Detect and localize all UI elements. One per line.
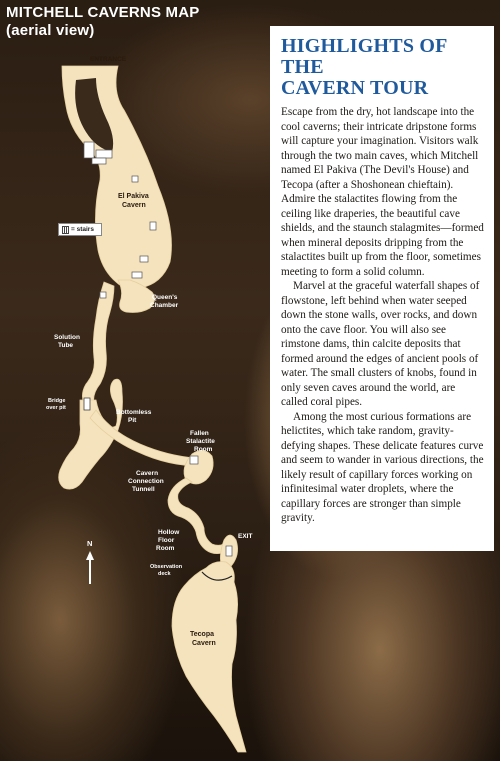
map-legend: [58, 223, 102, 236]
stairs-icon: [132, 176, 138, 182]
label-bridge-1: Bridge: [48, 398, 66, 404]
label-hollow-1: Hollow: [158, 529, 180, 536]
solution-tube-shape: [82, 282, 114, 404]
tecopa-cavern-shape: [172, 562, 246, 752]
panel-heading-line-2: CAVERN TOUR: [281, 77, 429, 99]
legend-stairs-label: = stairs: [71, 226, 94, 233]
stairs-icon: [100, 292, 106, 298]
label-solution-2: Tube: [58, 342, 74, 349]
panel-heading: [281, 36, 484, 99]
bridge-marker: [84, 398, 90, 410]
label-hollow-3: Room: [156, 545, 175, 552]
label-bottomless-1: Bottomless: [116, 409, 152, 416]
label-bridge-2: over pit: [46, 405, 66, 411]
panel-paragraph-1: Escape from the dry, hot landscape into the cool caverns; their intricate dripstone forms will capture your imagination. Visitors walk through the two main caves, which Mitchell named El Pakiva (The Devil's House) and Tecopa (after a Shoshonean chieftain). Admire the stalactites flowing from the ceiling like draperies, the beautiful cave shields, and the staunch stalagmites—formed when mineral deposits dripping from the stalactites built up from the floor, sometimes meeting to form a solid column.: [281, 106, 484, 278]
label-connection-1: Cavern: [136, 470, 159, 477]
label-queens-2: Chamber: [150, 302, 179, 309]
label-tecopa-2: Cavern: [192, 640, 216, 647]
label-observation-2: deck: [158, 571, 171, 577]
stairs-icon: [190, 456, 198, 464]
stairs-icon: [84, 142, 94, 158]
fallen-stalactite-room-shape: [184, 450, 213, 484]
label-bottomless-2: Pit: [128, 417, 137, 424]
label-queens-1: Queen's: [152, 294, 178, 301]
label-hollow-2: Floor: [158, 537, 175, 544]
panel-paragraph-3: Among the most curious formations are helictites, which take random, gravity-defying shapes. These delicate features curve and seem to wander in various directions, the likely result of capillary forces working on infinitesimal water droplets, where the capillary forces are stronger than simple gravity.: [281, 410, 484, 524]
label-connection-3: Tunnell: [132, 486, 155, 493]
label-entrance: ENTRANCE: [90, 56, 127, 63]
label-solution-1: Solution: [54, 334, 80, 341]
panel-paragraph-2: Marvel at the graceful waterfall shapes of flowstone, left behind when water seeped down the stone walls, over rocks, and down onto the cave floor. You will also see rimstone dams, thin calcite deposits that formed around the edges of ancient pools of water. The small clusters of knobs, found in only seven caves around the world, are called coral pipes.: [281, 280, 480, 408]
stairs-icon: [62, 226, 69, 234]
label-tecopa-1: Tecopa: [190, 631, 214, 638]
north-arrow: [86, 551, 94, 584]
label-fallen-2: Stalactite: [186, 438, 215, 445]
stairs-icon: [132, 272, 142, 278]
stairs-icon: [226, 546, 232, 556]
label-connection-2: Connection: [128, 478, 164, 485]
label-fallen-3: Room: [194, 446, 213, 453]
panel-heading-line-1: HIGHLIGHTS OF THE: [281, 35, 447, 78]
stairs-icon: [140, 256, 148, 262]
stairs-icon: [150, 222, 156, 230]
stairs-icon: [92, 158, 106, 164]
label-north: N: [87, 539, 93, 548]
highlights-panel: [270, 26, 494, 551]
label-el-pakiva-2: Cavern: [122, 202, 146, 209]
label-fallen-1: Fallen: [190, 430, 209, 437]
label-el-pakiva-1: El Pakiva: [118, 193, 149, 200]
map-title-text: MITCHELL CAVERNS MAP: [6, 4, 200, 21]
map-subtitle: (aerial view): [6, 22, 95, 39]
label-exit: EXIT: [238, 533, 253, 540]
label-observation-1: Observation: [150, 564, 183, 570]
stairs-icon: [96, 150, 112, 158]
